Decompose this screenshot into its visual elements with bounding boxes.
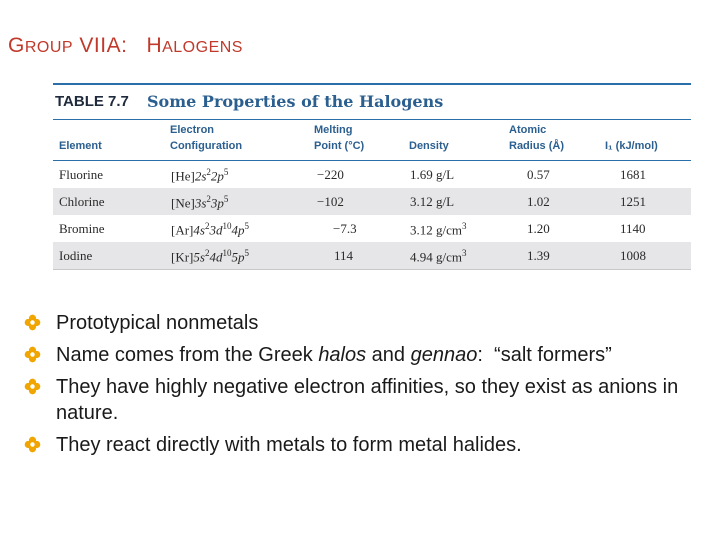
cell-atomic-radius: 1.20 <box>527 221 550 236</box>
cell-element: Iodine <box>59 248 93 263</box>
cell-density: 3.12 $g/cm^3$ <box>410 221 467 238</box>
slide-title <box>8 34 243 58</box>
cell-element: Fluorine <box>59 167 104 182</box>
bullet-item <box>24 432 684 458</box>
cell-melting-point: −7.3 <box>333 221 357 236</box>
cell-ionization-energy: 1008 <box>620 248 646 263</box>
table-row <box>53 161 691 188</box>
table-row <box>53 242 691 270</box>
table-row <box>53 188 691 215</box>
cell-melting-point: 114 <box>334 248 354 263</box>
flower-bullet-icon <box>24 436 41 453</box>
title-roup: ROUP <box>24 39 74 56</box>
flower-bullet-icon <box>24 378 41 395</box>
cell-ionization-energy: 1681 <box>620 167 646 182</box>
cell-melting-point: −102 <box>317 194 344 209</box>
cell-atomic-radius: 1.39 <box>527 248 550 263</box>
cell-electron-configuration: $[Kr]5s^24d^{10}5p^5$ <box>171 248 249 265</box>
header-density: Density <box>409 140 449 152</box>
cell-ionization-energy: 1140 <box>620 221 646 236</box>
cell-density: 3.12 g/L <box>410 194 455 209</box>
table-header-row <box>53 119 691 161</box>
cell-melting-point: −220 <box>317 167 344 182</box>
header-atomic-radius: Atomic Radius (Å) <box>509 124 564 152</box>
bullet-list <box>24 310 684 464</box>
cell-electron-configuration: $[He]2s^22p^5$ <box>171 167 229 184</box>
header-ionization-energy: I₁ (kJ/mol) <box>605 140 658 152</box>
bullet-item <box>24 310 684 336</box>
header-melting-point: Melting Point (°C) <box>314 124 365 152</box>
header-element: Element <box>59 140 102 152</box>
bullet-text: Name comes from the Greek halos and gennao: “salt formers” <box>56 344 612 366</box>
title-alogens: ALOGENS <box>162 39 243 56</box>
title-initial-g: G <box>8 34 25 57</box>
bullet-text: They have highly negative electron affinities, so they exist as anions in nature. <box>56 376 679 424</box>
table-title-bar <box>53 83 691 119</box>
bullet-text: Prototypical nonmetals <box>56 312 259 334</box>
cell-element: Bromine <box>59 221 105 236</box>
table-row <box>53 215 691 242</box>
bullet-text: They react directly with metals to form metal halides. <box>56 434 522 456</box>
header-electron-configuration: Electron Configuration <box>170 124 243 152</box>
cell-density: 1.69 g/L <box>410 167 455 182</box>
table-number: TABLE 7.7 <box>55 93 129 110</box>
cell-density: 4.94 $g/cm^3$ <box>410 248 467 265</box>
bullet-item <box>24 374 684 426</box>
cell-atomic-radius: 1.02 <box>527 194 550 209</box>
cell-electron-configuration: $[Ne]3s^23p^5$ <box>171 194 229 211</box>
bullet-item <box>24 342 684 368</box>
title-initial-h: H <box>146 34 163 57</box>
cell-ionization-energy: 1251 <box>620 194 646 209</box>
cell-atomic-radius: 0.57 <box>527 167 550 182</box>
cell-electron-configuration: $[Ar]4s^23d^{10}4p^5$ <box>171 221 249 238</box>
table-caption: Some Properties of the Halogens <box>147 92 444 111</box>
title-viia: VIIA: <box>73 34 147 57</box>
halogen-properties-table <box>53 83 691 273</box>
cell-element: Chlorine <box>59 194 105 209</box>
flower-bullet-icon <box>24 314 41 331</box>
flower-bullet-icon <box>24 346 41 363</box>
